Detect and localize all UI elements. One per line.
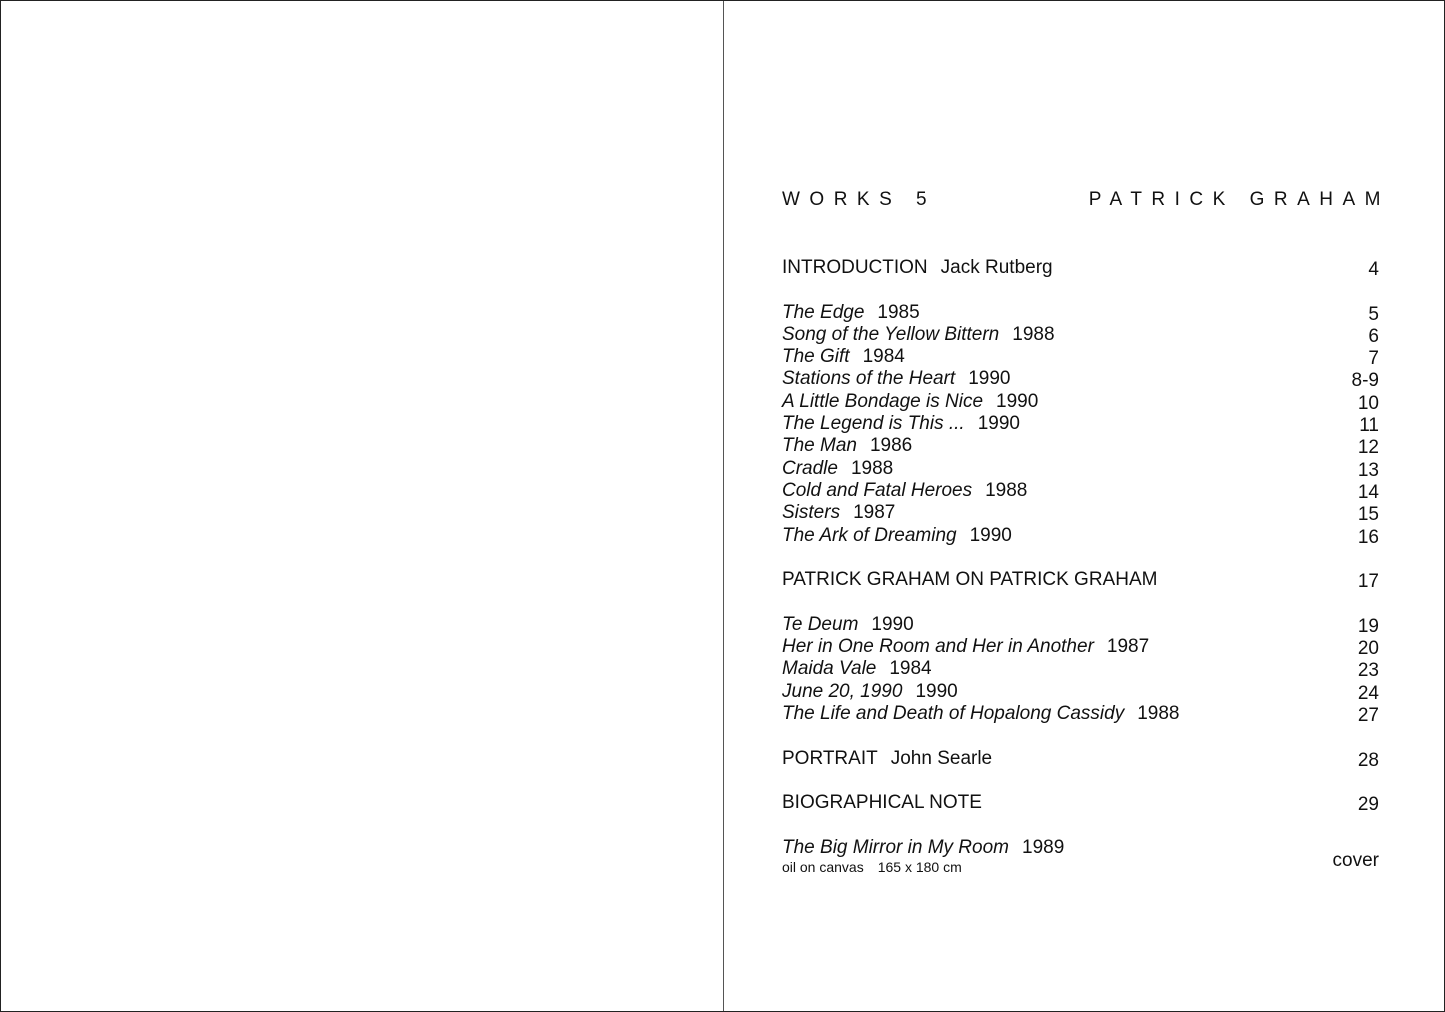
work-year: 1989	[1022, 836, 1065, 858]
toc-entry-work	[782, 458, 1379, 480]
work-title: Te Deum	[782, 613, 859, 635]
page-number: 10	[1357, 392, 1379, 414]
page-number: 16	[1357, 526, 1379, 548]
work-year: 1984	[889, 658, 932, 680]
toc-entry-cover	[782, 837, 1379, 859]
work-title: June 20, 1990	[782, 680, 903, 702]
work-year: 1988	[850, 457, 894, 479]
work-year: 1987	[853, 502, 896, 524]
work-title: The Gift	[782, 346, 850, 368]
author-name: John Searle	[890, 747, 993, 769]
toc-entry-work	[782, 703, 1379, 725]
page-number: 20	[1357, 638, 1379, 660]
page-number: 27	[1357, 704, 1379, 726]
spacer	[782, 547, 1379, 569]
artist-name: PATRICK GRAHAM	[1088, 189, 1390, 210]
toc-entry-work	[782, 346, 1379, 368]
work-title: Her in One Room and Her in Another	[782, 636, 1094, 658]
page-number: 29	[1357, 794, 1379, 816]
page-header	[782, 189, 1390, 215]
spacer	[782, 725, 1379, 747]
toc-entry-work	[782, 324, 1379, 346]
work-title: The Big Mirror in My Room	[782, 836, 1009, 858]
work-year: 1990	[969, 524, 1012, 546]
toc-entry-biography	[782, 792, 1379, 814]
work-title: A Little Bondage is Nice	[782, 390, 984, 412]
spacer	[782, 591, 1379, 613]
work-title: Cold and Fatal Heroes	[782, 479, 973, 501]
work-title: Cradle	[782, 457, 838, 479]
toc-entry-work	[782, 302, 1379, 324]
page-number: 13	[1357, 459, 1379, 481]
work-year: 1987	[1106, 636, 1150, 658]
series-title: WORKS 5	[782, 189, 937, 210]
work-year: 1988	[1137, 702, 1180, 724]
spacer	[782, 814, 1379, 836]
page-number: 14	[1357, 481, 1379, 503]
toc-entry-work	[782, 435, 1379, 457]
section-label: PORTRAIT	[782, 747, 878, 769]
works-list-part1	[782, 302, 1379, 547]
work-year: 1986	[869, 435, 913, 457]
work-title: Stations of the Heart	[782, 368, 956, 390]
section-label: BIOGRAPHICAL NOTE	[782, 792, 982, 814]
section-label: PATRICK GRAHAM ON PATRICK GRAHAM	[782, 569, 1158, 591]
work-year: 1984	[862, 346, 905, 368]
left-page-blank	[1, 1, 723, 1011]
work-year: 1990	[977, 413, 1020, 435]
cover-dimensions: 165 x 180 cm	[877, 859, 962, 876]
page-number: 11	[1359, 415, 1379, 437]
work-year: 1990	[915, 680, 958, 702]
page-number: 28	[1357, 749, 1379, 771]
work-year: 1988	[985, 479, 1028, 501]
page-number: 5	[1368, 303, 1379, 325]
page-number: 17	[1357, 571, 1379, 593]
contents-page	[724, 1, 1444, 1011]
toc-entry-work	[782, 681, 1379, 703]
author-name: Jack Rutberg	[940, 257, 1053, 278]
works-list-part2	[782, 614, 1379, 725]
section-label: INTRODUCTION	[782, 257, 928, 278]
work-title: The Edge	[782, 301, 865, 323]
toc-entry-work	[782, 502, 1379, 524]
table-of-contents	[782, 257, 1379, 875]
page-number: 23	[1357, 660, 1379, 682]
toc-entry-work	[782, 614, 1379, 636]
toc-entry-work	[782, 368, 1379, 390]
page-number: 4	[1368, 259, 1379, 280]
work-year: 1985	[877, 301, 920, 323]
cover-details	[782, 850, 1379, 876]
toc-entry-portrait	[782, 748, 1379, 770]
cover-medium: oil on canvas	[782, 859, 864, 876]
work-title: Maida Vale	[782, 658, 877, 680]
spacer	[782, 770, 1379, 792]
page-number: 7	[1368, 348, 1379, 370]
work-year: 1990	[996, 390, 1039, 412]
page-number: cover	[1332, 850, 1379, 872]
work-year: 1988	[1012, 323, 1055, 345]
work-title: The Ark of Dreaming	[782, 524, 957, 546]
page-number: 15	[1357, 504, 1379, 526]
work-title: The Life and Death of Hopalong Cassidy	[782, 702, 1125, 724]
toc-entry-work	[782, 658, 1379, 680]
toc-entry-work	[782, 480, 1379, 502]
toc-entry-introduction	[782, 257, 1379, 279]
work-title: Song of the Yellow Bittern	[782, 323, 1000, 345]
work-title: Sisters	[782, 502, 841, 524]
work-title: The Man	[782, 435, 857, 457]
page-number: 24	[1357, 682, 1379, 704]
toc-entry-work	[782, 636, 1379, 658]
page-number: 19	[1357, 615, 1379, 637]
toc-entry-work	[782, 413, 1379, 435]
work-title: The Legend is This ...	[782, 413, 965, 435]
spacer	[782, 279, 1379, 301]
page-number: 12	[1357, 437, 1379, 459]
work-year: 1990	[871, 613, 914, 635]
page-number: 6	[1368, 325, 1379, 347]
toc-entry-work	[782, 525, 1379, 547]
toc-entry-essay	[782, 569, 1379, 591]
work-year: 1990	[968, 368, 1011, 390]
page-number: 8-9	[1351, 370, 1379, 392]
toc-entry-work	[782, 391, 1379, 413]
